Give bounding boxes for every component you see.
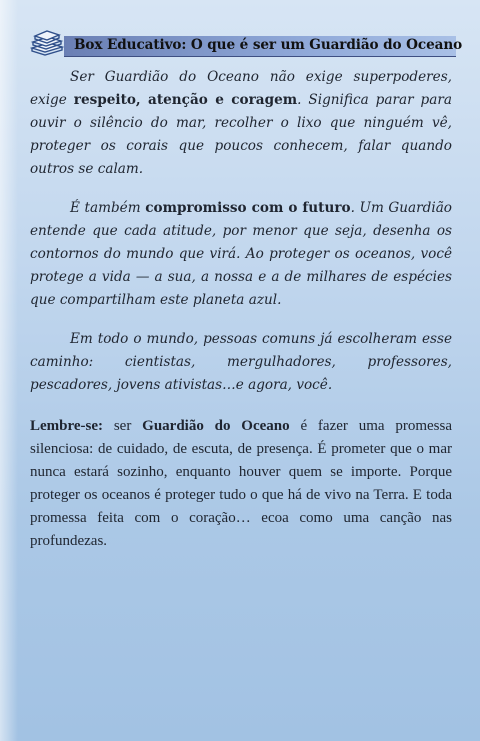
paragraph-3 <box>30 328 452 397</box>
paragraph-4-text-b: é fazer uma promessa silenciosa: de cuidado, de escuta, de presença. É prometer que o mar nunca estará sozinho, enquanto houver quem se importe. Porque proteger os oceanos é proteger tudo o que há de vivo na Terra. E toda promessa feita com o coração… ecoa como uma canção nas profundezas. <box>30 418 452 549</box>
paragraph-2-text-a: É também <box>70 200 146 216</box>
box-title: Box Educativo: O que é ser um Guardião do Oceano <box>74 37 463 53</box>
paragraph-4-text-a: ser <box>103 418 143 434</box>
paragraph-1-bold: respeito, atenção e coragem <box>73 92 298 108</box>
paragraph-1-text-b: . Significa parar para ouvir o silêncio do mar, recolher o lixo que ninguém vê, proteger os corais que poucos conhecem, falar quando outros se calam. <box>30 92 452 177</box>
title-bar <box>64 36 463 57</box>
paragraph-4 <box>30 415 452 553</box>
paragraph-2-text-b: . Um Guardião entende que cada atitude, por menor que seja, desenha os contornos do mundo que virá. Ao proteger os oceanos, você protege a vida — a sua, a nossa e a de milhares de espécies que compartilham este planeta azul. <box>30 200 452 308</box>
books-stack-icon <box>30 30 64 58</box>
paragraph-1-text-a: Ser Guardião do Oceano não exige superpoderes, exige <box>30 69 452 108</box>
paragraph-2 <box>30 197 452 312</box>
paragraph-1 <box>30 66 452 181</box>
box-body <box>30 66 452 553</box>
paragraph-4-bold: Guardião do Oceano <box>142 418 290 434</box>
box-header <box>30 30 463 58</box>
paragraph-3-text: Em todo o mundo, pessoas comuns já escolheram esse caminho: cientistas, mergulhadores, professores, pescadores, jovens ativistas…e agora, você. <box>30 331 452 393</box>
paragraph-2-bold: compromisso com o futuro <box>145 200 351 216</box>
paragraph-4-lead: Lembre-se: <box>30 418 104 434</box>
